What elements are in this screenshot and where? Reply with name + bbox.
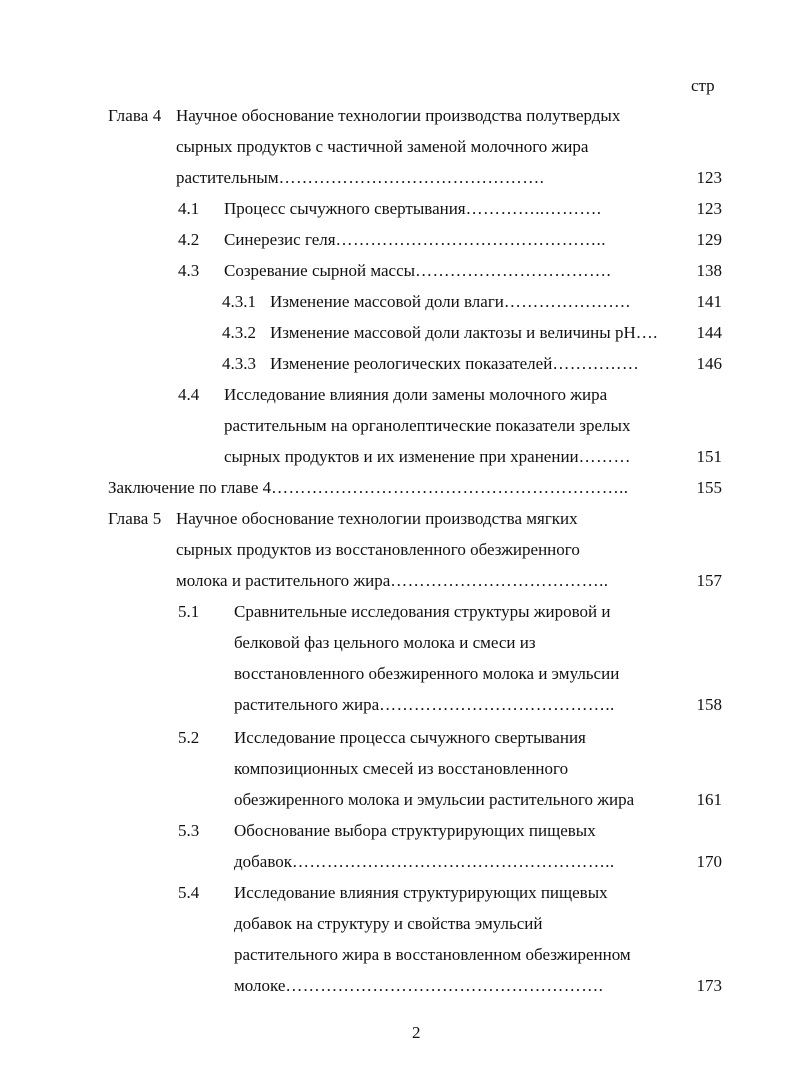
toc-dot-leader: …………………………….: [415, 261, 612, 280]
toc-page-number: 170: [696, 852, 722, 871]
toc-entry: [270, 322, 722, 344]
toc-entry-title: Исследование процесса сычужного свертывания: [234, 728, 586, 747]
toc-entry-title: Исследование влияния доли замены молочного жира: [224, 385, 608, 404]
toc-entry-title: белковой фаз цельного молока и смеси из: [234, 633, 536, 652]
section-number: 4.3.3: [222, 354, 256, 373]
toc-dot-leader: ………………………………..: [390, 571, 609, 590]
section-number: 5.1: [178, 602, 200, 621]
toc-page-number: 151: [696, 447, 722, 466]
toc-dot-leader: ……………………………………………….: [285, 976, 604, 995]
toc-entry-title: Изменение массовой доли лактозы и величины pH: [270, 323, 636, 342]
toc-entry-title: Изменение реологических показателей: [270, 354, 553, 373]
toc-entry-title: растительным: [176, 168, 279, 187]
toc-entry: [176, 167, 722, 189]
toc-entry-title: сырных продуктов с частичной заменой молочного жира: [176, 137, 589, 156]
toc-entry-title: Научное обоснование технологии производства полутвердых: [176, 106, 621, 125]
toc-entry: [234, 975, 722, 997]
toc-page-number: 123: [696, 168, 722, 187]
toc-dot-leader: ….: [635, 323, 658, 342]
toc-dot-leader: ………………….: [503, 292, 631, 311]
toc-entry: [234, 694, 722, 716]
section-number: 4.3.2: [222, 323, 256, 342]
toc-entry: [224, 260, 722, 282]
toc-entry-title: Исследование влияния структурирующих пищевых: [234, 883, 608, 902]
toc-page-number: 138: [696, 261, 722, 280]
toc-entry: [224, 198, 722, 220]
toc-dot-leader: ………………………………………………..: [292, 852, 615, 871]
section-number: 5.3: [178, 821, 200, 840]
toc-entry-title: Синерезис геля: [224, 230, 336, 249]
toc-page-number: 141: [696, 292, 722, 311]
chapter-label: Глава 5: [108, 509, 162, 528]
toc-entry-title: добавок: [234, 852, 293, 871]
toc-entry-title: Процесс сычужного свертывания: [224, 199, 466, 218]
toc-entry-title: растительного жира: [234, 695, 380, 714]
section-number: 4.4: [178, 385, 200, 404]
toc-entry-title: Заключение по главе 4: [108, 478, 272, 497]
section-number: 4.3.1: [222, 292, 256, 311]
page-column-label: стр: [691, 76, 715, 95]
section-number: 4.2: [178, 230, 200, 249]
toc-entry-title: Обоснование выбора структурирующих пищевых: [234, 821, 596, 840]
toc-entry: [234, 851, 722, 873]
section-number: 5.4: [178, 883, 200, 902]
toc-entry-title: сырных продуктов из восстановленного обезжиренного: [176, 540, 580, 559]
toc-entry: [224, 446, 722, 468]
toc-entry: [224, 229, 722, 251]
toc-page-number: 161: [696, 790, 722, 809]
toc-entry: [108, 477, 722, 499]
page-number: 2: [412, 1023, 421, 1042]
toc-page-number: 158: [696, 695, 722, 714]
toc-entry: [270, 291, 722, 313]
toc-dot-leader: …………………………………..: [379, 695, 615, 714]
section-number: 4.3: [178, 261, 200, 280]
section-number: 5.2: [178, 728, 200, 747]
toc-page-number: 146: [696, 354, 722, 373]
toc-entry-title: композиционных смесей из восстановленного: [234, 759, 569, 778]
toc-entry: [176, 570, 722, 592]
toc-entry-title: восстановленного обезжиренного молока и эмульсии: [234, 664, 620, 683]
toc-entry-title: молоке: [234, 976, 286, 995]
toc-entry-title: Сравнительные исследования структуры жировой и: [234, 602, 611, 621]
toc-entry-title: добавок на структуру и свойства эмульсий: [234, 914, 543, 933]
toc-entry-title: сырных продуктов и их изменение при хранении: [224, 447, 579, 466]
toc-entry-title: молока и растительного жира: [176, 571, 391, 590]
toc-page-number: 129: [696, 230, 722, 249]
toc-dot-leader: ………: [578, 447, 631, 466]
toc-dot-leader: …………..……….: [465, 199, 602, 218]
toc-dot-leader: ………………………………………..: [335, 230, 606, 249]
toc-page-number: 144: [696, 323, 722, 342]
toc-entry-title: Научное обоснование технологии производства мягких: [176, 509, 578, 528]
toc-entry-title: растительным на органолептические показатели зрелых: [224, 416, 631, 435]
toc-dot-leader: ……………………………………….: [278, 168, 545, 187]
toc-dot-leader: ……………………………………………………..: [271, 478, 629, 497]
chapter-label: Глава 4: [108, 106, 162, 125]
toc-page-number: 123: [696, 199, 722, 218]
toc-entry: [270, 353, 722, 375]
section-number: 4.1: [178, 199, 200, 218]
toc-entry-title: обезжиренного молока и эмульсии растительного жира: [234, 790, 635, 809]
toc-page-number: 155: [696, 478, 722, 497]
toc-dot-leader: ……………: [552, 354, 640, 373]
toc-page-number: 173: [696, 976, 722, 995]
toc-entry-title: Изменение массовой доли влаги: [270, 292, 504, 311]
toc-entry: [234, 789, 722, 811]
toc-entry-title: растительного жира в восстановленном обезжиренном: [234, 945, 631, 964]
toc-entry-title: Созревание сырной массы: [224, 261, 416, 280]
toc-page-number: 157: [696, 571, 722, 590]
